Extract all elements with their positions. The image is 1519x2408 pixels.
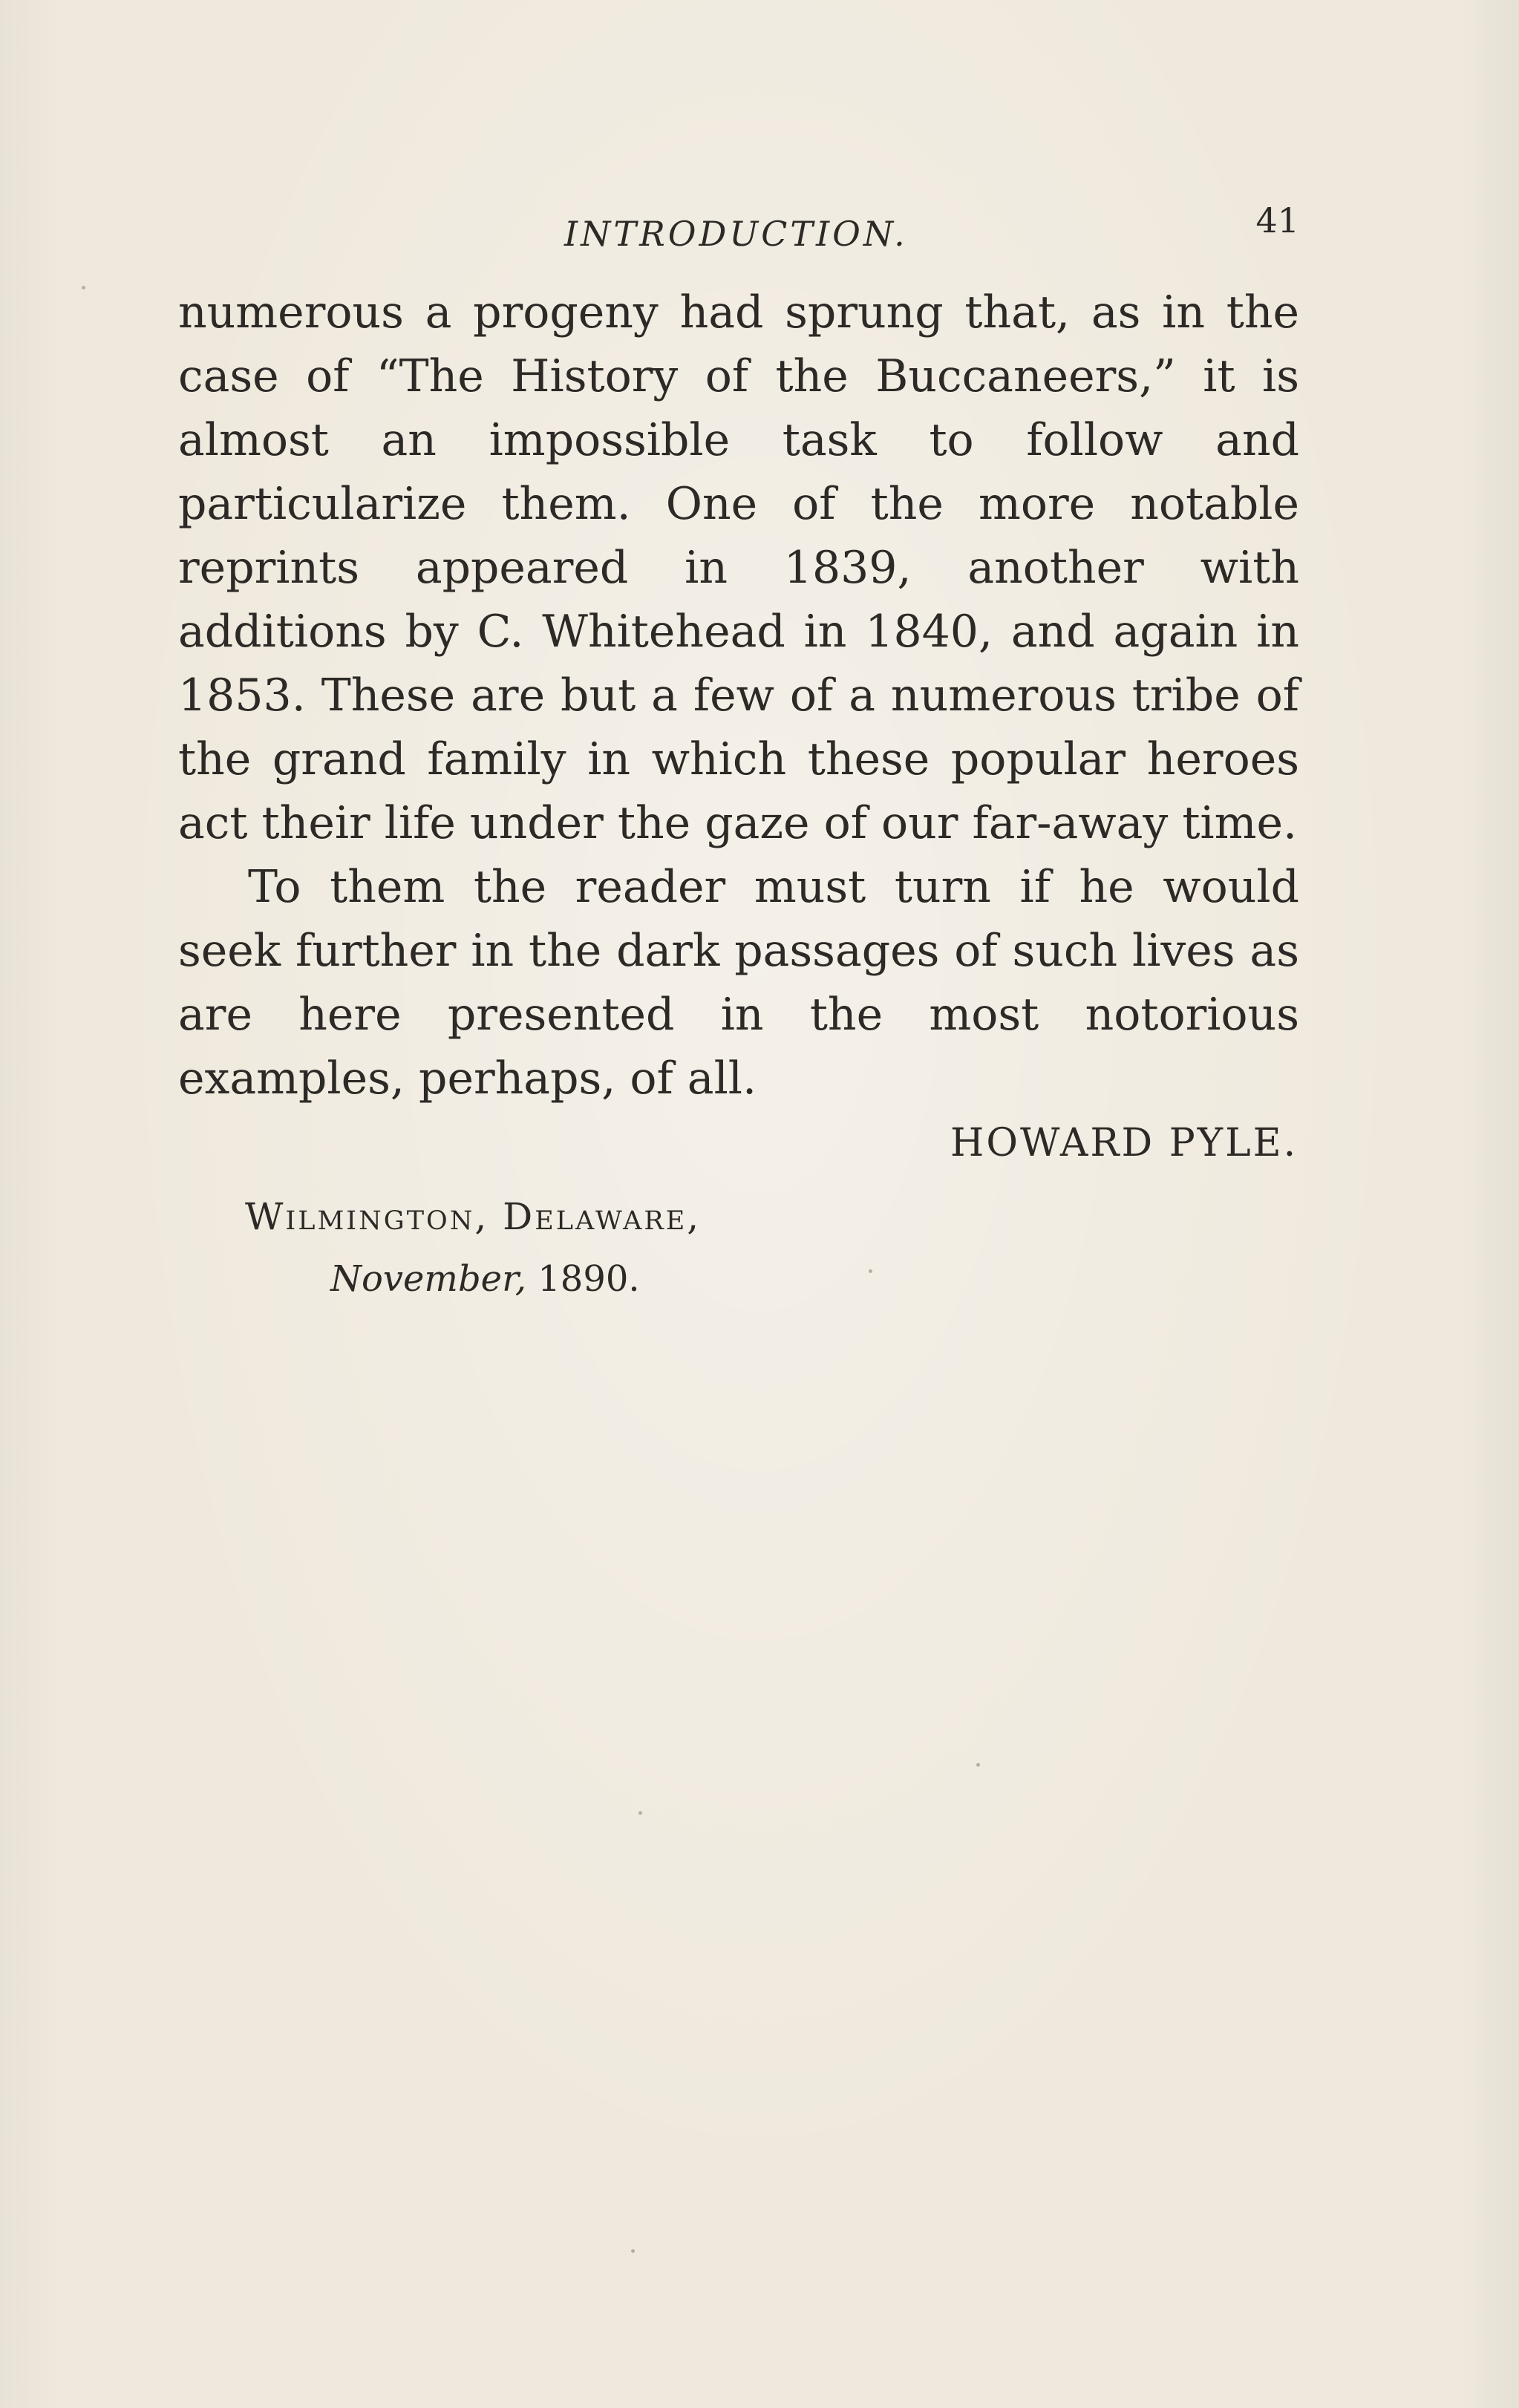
dateline-month: November, [330, 1258, 526, 1300]
paper-speck [976, 1763, 980, 1767]
author-signature: HOWARD PYLE. [950, 1121, 1298, 1165]
running-head [178, 200, 1299, 260]
dateline-year: 1890. [538, 1258, 640, 1300]
paper-speck [869, 1269, 872, 1273]
paragraph-2: To them the reader must turn if he would seek further in the dark passages of such lives as are here presented in the most notorious examples, perhaps, of all. [178, 861, 1299, 1105]
paper-speck [638, 1811, 642, 1815]
paper-speck [631, 2249, 635, 2253]
paragraph-1: numerous a progeny had sprung that, as in the case of “The History of the Buccaneers,” it is almost an impossible task to follow and particularize them. One of the more notable reprints appeared in 1839, another with additions by C. Whitehead in 1840, and again in 1853. These are but a few of a numerous tribe of the grand family in which these popular heroes act their life under the gaze of our far-away time. [178, 287, 1299, 849]
dateline-place: Wilmington, Delaware, [245, 1195, 702, 1238]
paper-speck [82, 286, 85, 289]
page-number: 41 [1255, 200, 1299, 241]
running-head-title: INTRODUCTION. [564, 214, 908, 254]
dateline-date [330, 1258, 640, 1300]
body-text [178, 281, 1299, 1110]
